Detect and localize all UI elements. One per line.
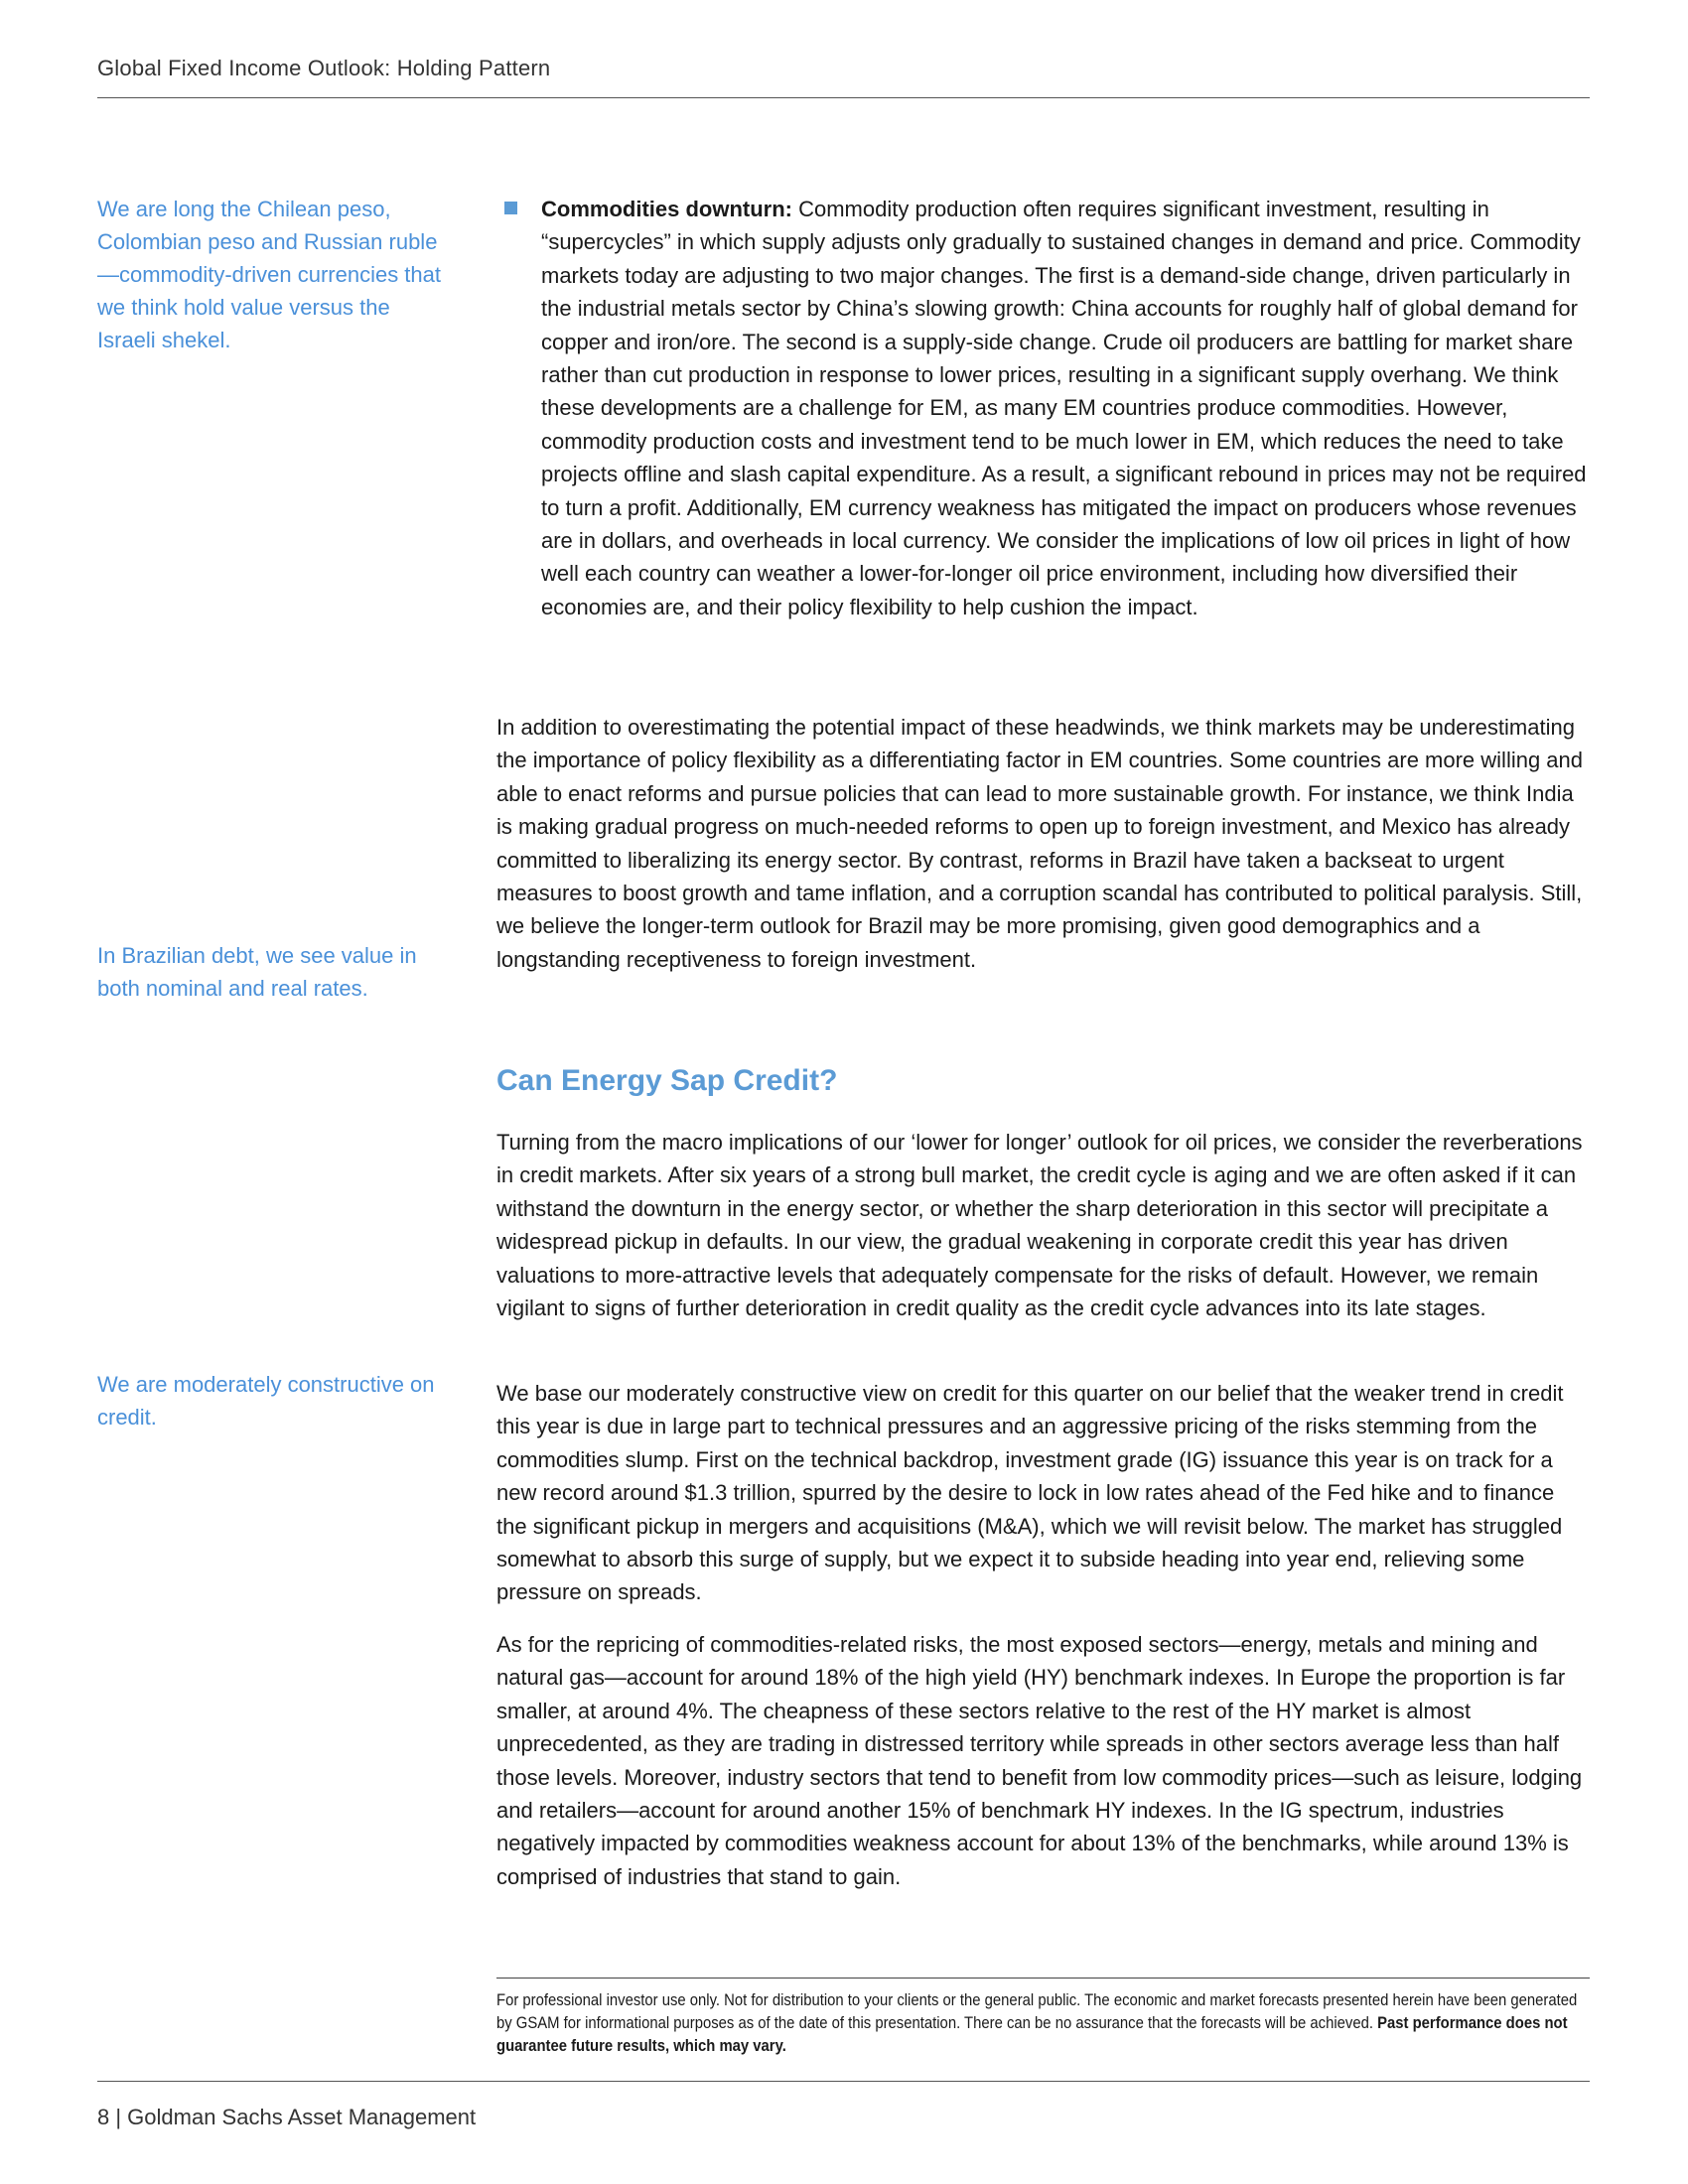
bullet-body: Commodity production often requires significant investment, resulting in “supercycles” in which supply adjusts only gradually to sustained changes in demand and price. Commodity markets today are adjusting to two major changes. The first is a demand-side change, driven particularly in the industrial metals sector by China’s slowing growth: China accounts for roughly half of global demand for copper and iron/ore. The second is a supply-side change. Crude oil producers are battling for market share rather than cut production in response to lower prices, resulting in a significant supply overhang. We think these developments are a challenge for EM, as many EM countries produce commodities. However, commodity production costs and investment tend to be much lower in EM, which reduces the need to take projects offline and slash capital expenditure. As a result, a significant rebound in prices may not be required to turn a profit. Additionally, EM currency weakness has mitigated the impact on producers whose revenues are in dollars, and overheads in local currency. We consider the implications of low oil prices in light of how well each country can weather a lower-for-longer oil price environment, including how diversified their economies are, and their policy flexibility to help cushion the impact. — [541, 197, 1587, 619]
sidenote-brazil: In Brazilian debt, we see value in both nominal and real rates. — [97, 943, 417, 1001]
section-heading: Can Energy Sap Credit? — [496, 1064, 838, 1097]
disclaimer-bold: Past performance does not guarantee future results, which may vary. — [496, 2014, 1568, 2055]
bullet-square-icon — [504, 202, 517, 214]
bullet-paragraph — [541, 193, 1590, 623]
body-paragraph-repricing: As for the repricing of commodities-related risks, the most exposed sectors—energy, metals and mining and natural gas—account for around 18% of the high yield (HY) benchmark indexes. In Europe the proportion is far smaller, at around 4%. The cheapness of these sectors relative to the rest of the HY market is almost unprecedented, as they are trading in distressed territory while spreads in other sectors average less than half those levels. Moreover, industry sectors that tend to benefit from low commodity prices—such as leisure, lodging and retailers—account for around another 15% of benchmark HY indexes. In the IG spectrum, industries negatively impacted by commodities weakness account for about 13% of the benchmarks, while around 13% is comprised of industries that stand to gain. — [496, 1632, 1583, 1889]
body-paragraph-technical: We base our moderately constructive view on credit for this quarter on our belief that the weaker trend in credit this year is due in large part to technical pressures and an aggressive pricing of the risks stemming from the commodities slump. First on the technical backdrop, investment grade (IG) issuance this year is on track for a new record around $1.3 trillion, spurred by the desire to lock in low rates ahead of the Fed hike and to finance the significant pickup in mergers and acquisitions (M&A), which we will revisit below. The market has struggled somewhat to absorb this surge of supply, but we expect it to subside heading into year end, relieving some pressure on spreads. — [496, 1381, 1564, 1605]
body-paragraph-macro: Turning from the macro implications of our ‘lower for longer’ outlook for oil prices, we consider the reverberations in credit markets. After six years of a strong bull market, the credit cycle is aging and we are often asked if it can withstand the downturn in the energy sector, or whether the sharp deterioration in this sector will precipitate a widespread pickup in defaults. In our view, the gradual weakening in corporate credit this year has driven valuations to more-attractive levels that adequately compensate for the risks of default. However, we remain vigilant to signs of further deterioration in credit quality as the credit cycle advances into its late stages. — [496, 1130, 1583, 1321]
sidenote-credit: We are moderately constructive on credit. — [97, 1372, 435, 1430]
header-rule — [97, 97, 1590, 98]
body-paragraph-policy: In addition to overestimating the potential impact of these headwinds, we think markets may be underestimating the importance of policy flexibility as a differentiating factor in EM countries. Some countries are more willing and able to enact reforms and pursue policies that can lead to more sustainable growth. For instance, we think India is making gradual progress on much-needed reforms to open up to foreign investment, and Mexico has already committed to liberalizing its energy sector. By contrast, reforms in Brazil have taken a backseat to urgent measures to boost growth and tame inflation, and a corruption scandal has contributed to political paralysis. Still, we believe the longer-term outlook for Brazil may be more promising, given good demographics and a longstanding receptiveness to foreign investment. — [496, 715, 1584, 972]
page-footer: 8 | Goldman Sachs Asset Management — [97, 2105, 477, 2129]
disclaimer-rule — [496, 1978, 1590, 1979]
footer-rule — [97, 2081, 1590, 2082]
sidenote-currencies: We are long the Chilean peso, Colombian peso and Russian ruble—commodity-driven currencies that we think hold value versus the Israeli shekel. — [97, 197, 442, 352]
bullet-lead: Commodities downturn: — [541, 197, 792, 221]
disclaimer — [496, 1989, 1590, 2058]
disclaimer-text: For professional investor use only. Not for distribution to your clients or the general public. The economic and market forecasts presented herein have been generated by GSAM for informational purposes as of the date of this presentation. There can be no assurance that the forecasts will be achieved. — [496, 1991, 1578, 2032]
page-header-title: Global Fixed Income Outlook: Holding Pattern — [97, 56, 551, 80]
